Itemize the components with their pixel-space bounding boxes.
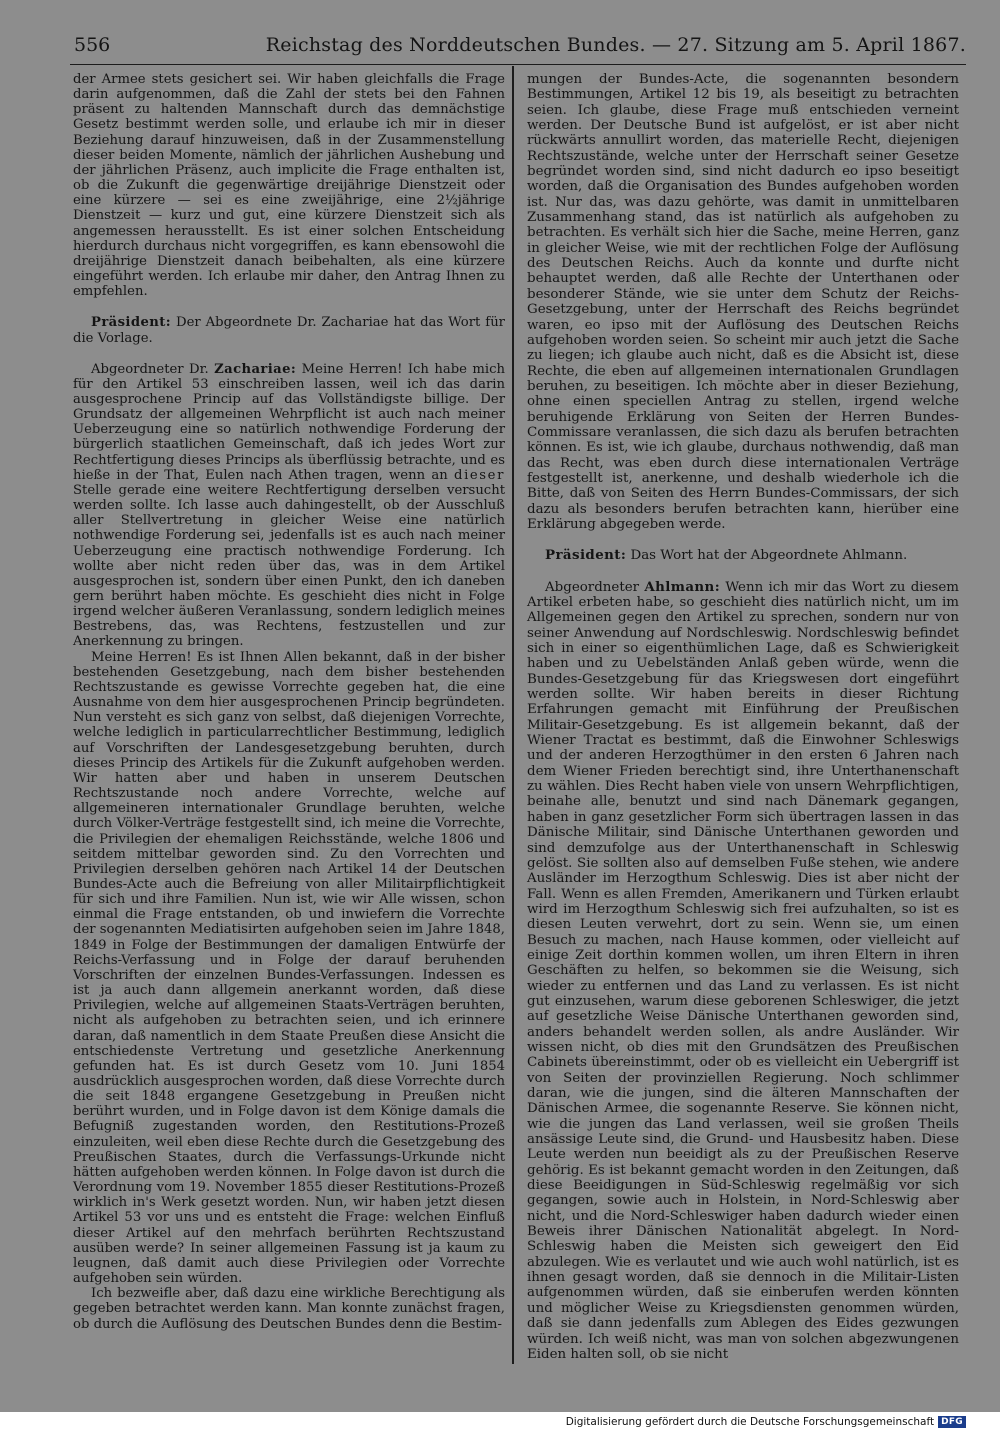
page-header [70, 32, 966, 60]
emphasized-word: dieser [454, 467, 505, 483]
digitization-credit [566, 1414, 966, 1430]
paragraph: Meine Herren! Es ist Ihnen Allen bekannt, daß in der bisher bestehenden Gesetzgebung, nach dem bisher bestehenden Rechtszustande es gewisse Vorrechte gegeben hat, die eine Ausnahme von dem hier ausgesprochenen Princip begründeten. Nun versteht es sich ganz von selbst, daß diejenigen Vorrechte, welche lediglich in particularrechtlicher Bestimmung, lediglich auf Vorschriften der Landesgesetzgebung beruhten, durch dieses Princip des Artikels für die Zukunft aufgehoben werden. Wir hatten aber und haben in unserem Deutschen Rechtszustande noch andere Vorrechte, welche auf allgemeineren internationaler Grundlage beruhten, welche durch Völker-Verträge festgestellt sind, ich meine die Vorrechte, die Privilegien der ehemaligen Reichsstände, welche 1806 und seitdem mittelbar geworden sind. Zu den Vorrechten und Privilegien derselben gehören nach Artikel 14 der Deutschen Bundes-Acte auch die Befreiung von aller Militairpflichtigkeit für sich und ihre Familien. Nun ist, wie wir Alle wissen, schon einmal die Frage entstanden, ob und inwiefern die Vorrechte der sogenannten Mediatisirten aufgehoben seien im Jahre 1848, 1849 in Folge der Bestimmungen der damaligen Entwürfe der Reichs-Verfassung und in Folge der darauf beruhenden Vorschriften der einzelnen Bundes-Verfassungen. Indessen es ist ja auch dann allgemein anerkannt worden, daß diese Privilegien, welche auf allgemeinen Staats-Verträgen beruhten, nicht als aufgehoben zu betrachten seien, und ich erinnere daran, daß namentlich in dem Staate Preußen diese Ansicht die entschiedenste Vertretung und gesetzliche Anerkennung gefunden hat. Es ist durch Gesetz vom 10. Juni 1854 ausdrücklich ausgesprochen worden, daß diese Vorrechte durch die seit 1848 ergangene Gesetzgebung in Preußen nicht berührt wurden, und in Folge davon ist dem Könige damals die Befugniß zugestanden worden, den Restitutions-Prozeß einzuleiten, weil eben diese Rechte durch die Gesetzgebung des Preußischen Staates, durch die Verfassungs-Urkunde nicht hätten aufgehoben werden können. In Folge davon ist durch die Verordnung vom 19. November 1855 dieser Restitutions-Prozeß wirklich in's Werk gesetzt worden. Nun, wir haben jetzt diesen Artikel 53 vor uns und es entsteht die Frage: welchen Einfluß dieser Artikel auf den mehrfach berührten Rechtszustand ausüben werde? In seiner allgemeinen Fassung ist ja kaum zu leugnen, daß damit auch diese Privilegien oder Vorrechte aufgehoben sein würden. [73, 649, 505, 1287]
column-divider [512, 66, 514, 1364]
speaker-label: Ahlmann: [644, 578, 721, 595]
speaker-paragraph [527, 580, 959, 1363]
page-number: 556 [74, 34, 111, 56]
credit-text: Digitalisierung gefördert durch die Deutsche Forschungsgemeinschaft [565, 1416, 935, 1428]
paragraph: der Armee stets gesichert sei. Wir haben gleichfalls die Frage darin aufgenommen, daß die Zahl der stets bei den Fahnen präsent zu haltenden Mannschaft durch das demnächstige Gesetz bestimmt werden solle, und erlaube ich mir in dieser Beziehung darauf hinzuweisen, daß in der Zusammenstellung dieser beiden Momente, nämlich der jährlichen Aushebung und der jährlichen Präsenz, auch implicite die Frage enthalten ist, ob die Zukunft die gegenwärtige dreijährige Dienstzeit oder eine kürzere — sei es eine zweijährige, eine 2½jährige Dienstzeit — kurz und gut, eine kürzere Dienstzeit sich als angemessen herausstellt. Es ist einer solchen Entscheidung hierdurch durchaus nicht vorgegriffen, es kann ebensowohl die dreijährige Dienstzeit danach beibehalten, als eine kürzere eingeführt werden. Ich erlaube mir daher, den Antrag Ihnen zu empfehlen. [73, 72, 505, 300]
dfg-logo: DFG [938, 1416, 966, 1428]
paragraph-text: Der Abgeordnete Dr. Zachariae hat das Wort für die Vorlage. [73, 315, 505, 346]
speaker-label: Präsident: [545, 547, 627, 564]
paragraph-text: Wenn ich mir das Wort zu diesem Artikel erbeten habe, so geschieht dies natürlich nicht, um im Allgemeinen gegen den Artikel zu sprechen, sondern nur von seiner Anwendung auf Nordschleswig. Nordschleswig befindet sich in einer so eigenthümlichen Lage, daß es Schwierigkeit haben und zu Uebelständen Anlaß geben würde, wenn die Bundes-Gesetzgebung für das Kriegswesen dort eingeführt werden sollte. Wir haben bereits in dieser Richtung Erfahrungen gemacht mit Einführung der Preußischen Militair-Gesetzgebung. Es ist allgemein bekannt, daß der Wiener Tractat es bestimmt, daß die Einwohner Schleswigs und der anderen Herzogthümer in den ersten 6 Jahren nach dem Wiener Frieden berechtigt sind, ihre Unterthanenschaft zu wählen. Dies Recht haben viele von unsern Wehrpflichtigen, beinahe alle, benutzt und sind nach Dänemark gegangen, haben in ganz gesetzlicher Form sich übertragen lassen in das Dänische Militair, sind Dänische Unterthanen geworden und sind demzufolge aus der Unterthanenschaft in Schleswig gelöst. Sie sollten also auf demselben Fuße stehen, wie andere Ausländer im Herzogthum Schleswig. Dies ist aber nicht der Fall. Wenn es allen Fremden, Amerikanern und Türken erlaubt wird im Herzogthum Schleswig sich frei aufzuhalten, so ist es diesen Leuten verwehrt, dort zu sein. Wenn sie, um einen Besuch zu machen, nach Hause kommen, oder vielleicht auf einige Zeit dorthin kommen wollen, um ihren Eltern in ihren Geschäften zu helfen, so bekommen sie die Weisung, sich wieder zu entfernen und das Land zu verlassen. Es ist nicht gut einzusehen, warum diese geborenen Schleswiger, die jetzt auf gesetzliche Weise Dänische Unterthanen geworden sind, anders behandelt werden sollen, als andre Ausländer. Wir wissen nicht, ob dies mit den Grundsätzen des Preußischen Cabinets übereinstimmt, oder ob es vielleicht ein Uebergriff ist von Seiten der provinziellen Regierung. Noch schlimmer daran, wie die jungen, sind die älteren Mannschaften der Dänischen Armee, die sogenannte Reserve. Sie können nicht, wie die jungen das Land verlassen, weil sie großen Theils ansässige Leute sind, die Grund- und Hausbesitz haben. Diese Leute werden nun beeidigt als zu der Preußischen Reserve gehörig. Es ist bekannt gemacht worden in den Zeitungen, daß diese Beeidigungen in Süd-Schleswig regelmäßig vor sich gegangen, sowie auch in Holstein, in Nord-Schleswig aber nicht, und die Nord-Schleswiger haben dadurch wieder einen Beweis ihrer Dänischen Nationalität abgelegt. In Nord-Schleswig haben die Meisten sich geweigert den Eid abzulegen. Wie es verlautet und wie auch wohl natürlich, ist es ihnen gesagt worden, daß sie dennoch in die Militair-Listen aufgenommen würden, daß sie einberufen werden könnten und möglicher Weise zu Kriegsdiensten genommen würden, daß sie dann jedenfalls zum Ablegen des Eides gezwungen würden. Ich weiß nicht, was man von solchen abgezwungenen Eiden halten soll, ob sie nicht [527, 579, 959, 1362]
right-column [527, 72, 959, 1362]
speaker-label: Präsident: [91, 315, 172, 331]
paragraph: mungen der Bundes-Acte, die sogenannten besondern Bestimmungen, Artikel 12 bis 19, als beseitigt zu betrachten seien. Ich glaube, diese Frage muß entschieden verneint werden. Der Deutsche Bund ist aufgelöst, er ist aber nicht rückwärts annullirt worden, das materielle Recht, diejenigen Rechtszustände, welche unter der Herrschaft seiner Gesetze begründet worden sind, sind nicht dadurch eo ipso beseitigt worden, daß die Organisation des Bundes aufgehoben worden ist. Nur das, was dazu gehörte, was damit in unmittelbaren Zusammenhang stand, das ist natürlich als aufgehoben zu betrachten. Es verhält sich hier die Sache, meine Herren, ganz in gleicher Weise, wie mit der rechtlichen Folge der Auflösung des Deutschen Reichs. Auch da konnte und durfte nicht behauptet werden, daß alle Rechte der Unterthanen oder besonderer Stände, wie sie unter dem Schutz der Reichs-Gesetzgebung, unter der Herrschaft des Reichs begründet waren, eo ipso mit der Auflösung des Deutschen Reichs aufgehoben worden seien. So scheint mir auch jetzt die Sache zu liegen; ich glaube auch nicht, daß es die Absicht ist, diese Rechte, die eben auf allgemeinen internationalen Grundlagen beruhen, zu beseitigen. Ich möchte aber in dieser Beziehung, ohne einen speciellen Antrag zu stellen, irgend welche beruhigende Erklärung von Seiten der Herren Bundes-Commissare veranlassen, die sich dazu als berufen betrachten können. Es ist, wie ich glaube, durchaus nothwendig, daß man das Recht, was eben durch diese internationalen Verträge festgestellt ist, anerkenne, und deshalb wiederhole ich die Bitte, daß von Seiten des Herrn Bundes-Commissars, der sich dazu als besonders berufen betrachten kann, hierüber eine Erklärung abgegeben werde. [527, 72, 959, 532]
speaker-label: Zachariae: [214, 361, 297, 377]
speaker-paragraph [73, 362, 505, 650]
speaker-prefix: Abgeordneter Dr. [91, 361, 209, 377]
left-column [73, 72, 505, 1332]
paragraph-text: Das Wort hat der Abgeordnete Ahlmann. [630, 548, 908, 564]
speaker-paragraph [73, 315, 505, 345]
paragraph-text: Stelle gerade eine weitere Rechtfertigung derselben versucht werden sollte. Ich lasse auch dahingestellt, ob der Ausschluß aller Stellvertretung in gleicher Weise eine natürlich nothwendige Forderung sei, jedenfalls ist es auch nach meiner Ueberzeugung eine practisch nothwendige Forderung. Ich wollte aber nicht reden über das, was in dem Artikel ausgesprochen ist, sondern über einen Punkt, den ich daneben gern berührt haben möchte. Es geschieht dies nicht in Folge irgend welcher äußeren Veranlassung, sondern lediglich meines Bestrebens, das, was Rechtens, festzustellen und zur Anerkennung zu bringen. [73, 482, 505, 650]
header-rule [70, 64, 966, 65]
paragraph-text: Meine Herren! Ich habe mich für den Artikel 53 einschreiben lassen, weil ich das darin ausgesprochene Princip auf das Vollständigste billige. Der Grundsatz der allgemeinen Wehrpflicht ist auch nach meiner Ueberzeugung eine so natürlich nothwendige Forderung der bürgerlich staatlichen Gemeinschaft, daß ich jedes Wort zur Rechtfertigung dieses Princips als überflüssig betrachte, und es hieße in der That, Eulen nach Athen tragen, wenn an [73, 361, 505, 483]
paragraph: Ich bezweifle aber, daß dazu eine wirkliche Berechtigung als gegeben betrachtet werden kann. Man konnte zunächst fragen, ob durch die Auflösung des Deutschen Bundes denn die Bestim- [73, 1286, 505, 1332]
speaker-paragraph [527, 548, 959, 563]
running-title: Reichstag des Norddeutschen Bundes. — 27. Sitzung am 5. April 1867. [265, 34, 966, 56]
speaker-prefix: Abgeordneter [545, 579, 640, 595]
